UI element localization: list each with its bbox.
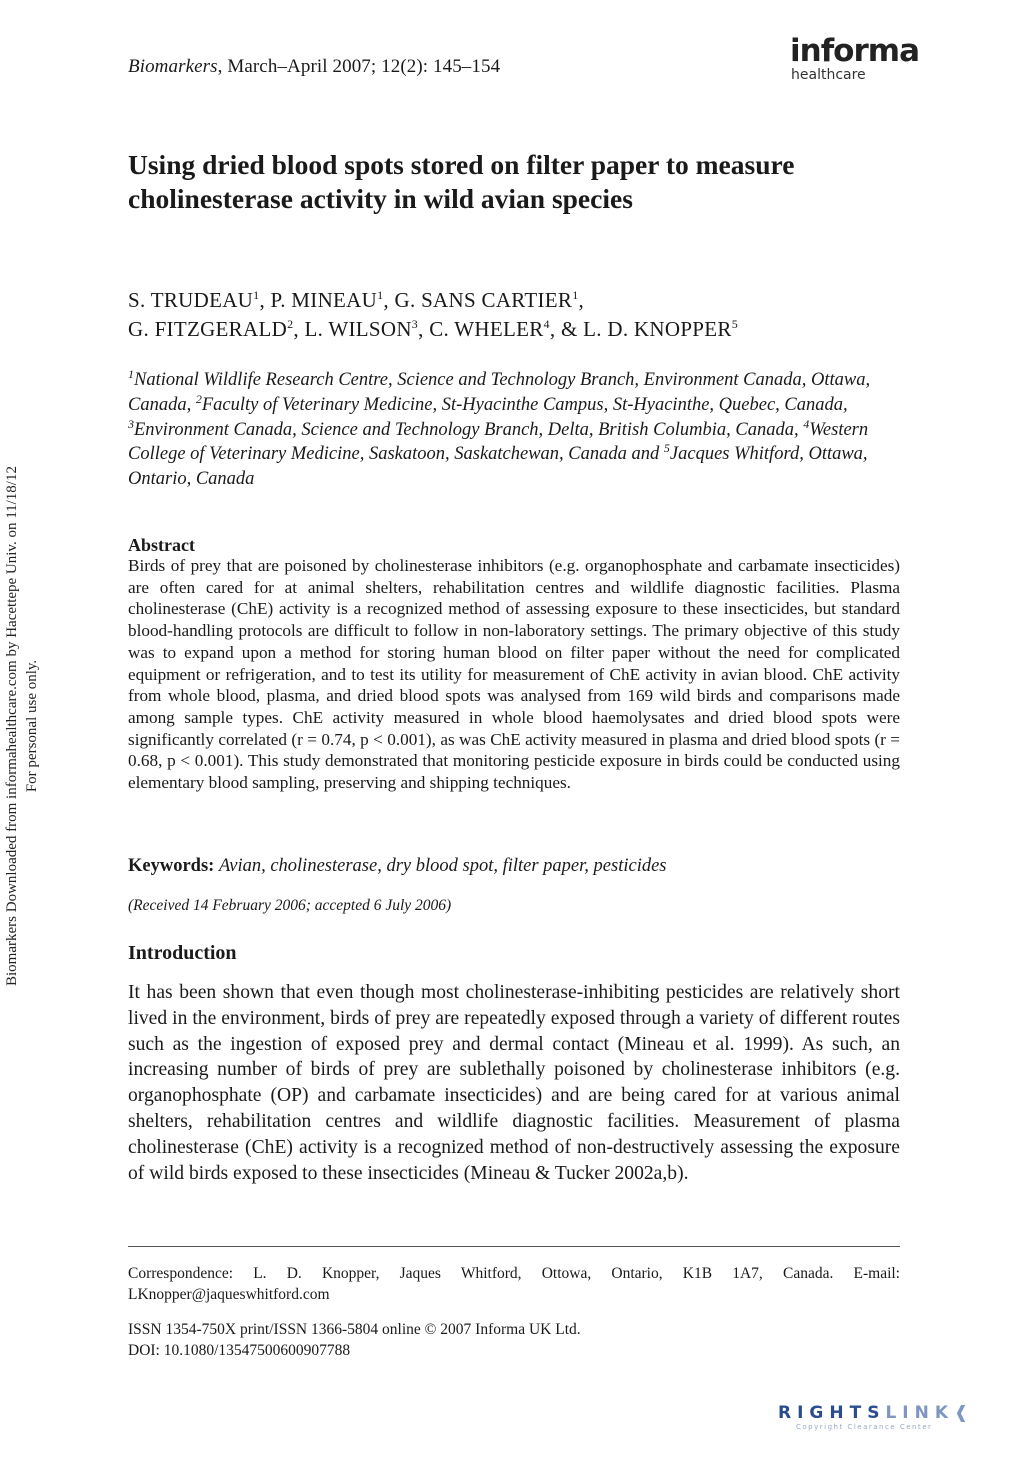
issn: ISSN 1354-750X print/ISSN 1366-5804 online © 2007 Informa UK Ltd. xyxy=(128,1321,581,1338)
watermark-line-1: Biomarkers Downloaded from informahealthcare.com by Hacettepe Univ. on 11/18/12 xyxy=(4,466,20,986)
journal-citation xyxy=(128,56,500,78)
author-list xyxy=(128,286,918,344)
affiliation: Faculty of Veterinary Medicine, St-Hyacinthe Campus, St-Hyacinthe, Quebec, Canada, xyxy=(201,394,848,415)
keywords xyxy=(128,856,900,877)
publisher-logo-main: informa xyxy=(790,33,919,69)
abstract-text: Birds of prey that are poisoned by cholinesterase inhibitors (e.g. organophosphate and carbamate insecticides) are often cared for at animal shelters, rehabilitation centres and wildlife diagnostic facilities. Plasma cholinesterase (ChE) activity is a recognized method of assessing exposure to these insecticides, but standard blood-handling protocols are difficult to follow in non-laboratory settings. The primary objective of this study was to expand upon a method for storing human blood on filter paper without the need for complicated equipment or refrigeration, and to test its utility for measurement of ChE activity in avian blood. ChE activity from whole blood, plasma, and dried blood spots was analysed from 169 wild birds and comparisons made among sample types. ChE activity measured in whole blood haemolysates and dried blood spots were significantly correlated (r = 0.74, p < 0.001), as was ChE activity measured in plasma and dried blood spots (r = 0.68, p < 0.001). This study demonstrated that monitoring pesticide exposure in birds could be conducted using elementary blood sampling, preserving and shipping techniques. xyxy=(128,556,900,793)
author: C. WHELER$^4$, & xyxy=(429,317,584,341)
keywords-text: Avian, cholinesterase, dry blood spot, filter paper, pesticides xyxy=(218,856,667,876)
correspondence: Correspondence: L. D. Knopper, Jaques Whitford, Ottowa, Ontario, K1B 1A7, Canada. E-mail: LKnopper@jaqueswhitford.com xyxy=(128,1265,900,1303)
author: S. TRUDEAU$^1$, xyxy=(128,288,271,312)
author: P. MINEAU$^1$, xyxy=(270,288,395,312)
affiliations: $^1$National Wildlife Research Centre, Science and Technology Branch, Environment Canada, Ottawa, Canada, $^2$Faculty of Veterinary Medicine, St-Hyacinthe Campus, St-Hyacinthe, Quebec, Canada, $^3$Environment Canada, Science and Technology Branch, Delta, British Columbia, Canada, $^4$Western College of Veterinary Medicine, Saskatoon, Saskatchewan, Canada and $^5$Jacques Whitford, Ottawa, Ontario, Canada xyxy=(128,366,871,490)
introduction-text: It has been shown that even though most cholinesterase-inhibiting pesticides are relatively short lived in the environment, birds of prey are repeatedly exposed through a variety of different routes such as the ingestion of exposed prey and dermal contact (Mineau et al. 1999). As such, an increasing number of birds of prey are sublethally poisoned by cholinesterase inhibitors (e.g. organophosphate (OP) and carbamate insecticides) and are being cared for at various animal shelters, rehabilitation centres and wildlife diagnostic facilities. Measurement of plasma cholinesterase (ChE) activity is a recognized method of non-destructively assessing the exposure of wild birds exposed to these insecticides (Mineau & Tucker 2002a,b). xyxy=(128,982,900,1184)
rightslink-rights: RIGHTS xyxy=(778,1403,886,1423)
watermark-line-2: For personal use only. xyxy=(24,659,40,793)
footnote-divider xyxy=(128,1246,900,1247)
author: G. FITZGERALD$^2$, xyxy=(128,317,305,341)
journal-name: Biomarkers xyxy=(128,56,218,77)
author: L. WILSON$^3$, xyxy=(304,317,430,341)
affiliation: Western College of Veterinary Medicine, Saskatoon, Saskatchewan, Canada and xyxy=(128,419,869,465)
introduction-heading: Introduction xyxy=(128,942,237,964)
affiliation: Jacques Whitford, Ottawa, Ontario, Canada xyxy=(128,444,868,490)
abstract-heading: Abstract xyxy=(128,535,195,555)
keywords-label: Keywords: xyxy=(128,856,215,876)
rightslink-subtitle: Copyright Clearance Center xyxy=(796,1423,933,1431)
rightslink-logo[interactable] xyxy=(778,1403,1008,1439)
doi: DOI: 10.1080/13547500600907788 xyxy=(128,1342,351,1359)
publisher-logo-sub: healthcare xyxy=(791,67,866,83)
author: L. D. KNOPPER$^5$ xyxy=(583,317,739,341)
article-title: Using dried blood spots stored on filter paper to measure cholinesterase activity in wild avian species xyxy=(128,149,795,214)
publisher-logo xyxy=(790,33,919,83)
publication-info xyxy=(128,1319,900,1361)
rightslink-arrow-icon: ❰ xyxy=(954,1403,975,1423)
author: G. SANS CARTIER$^1$, xyxy=(394,288,585,312)
rightslink-link: LINK xyxy=(885,1403,954,1423)
affiliation: Environment Canada, Science and Technology Branch, Delta, British Columbia, Canada, xyxy=(134,419,804,440)
affiliation: National Wildlife Research Centre, Science and Technology Branch, Environment Canada, Ottawa, Canada, xyxy=(128,370,871,415)
journal-details: , March–April 2007; 12(2): 145–154 xyxy=(217,56,501,77)
received-dates: (Received 14 February 2006; accepted 6 July 2006) xyxy=(128,897,452,914)
